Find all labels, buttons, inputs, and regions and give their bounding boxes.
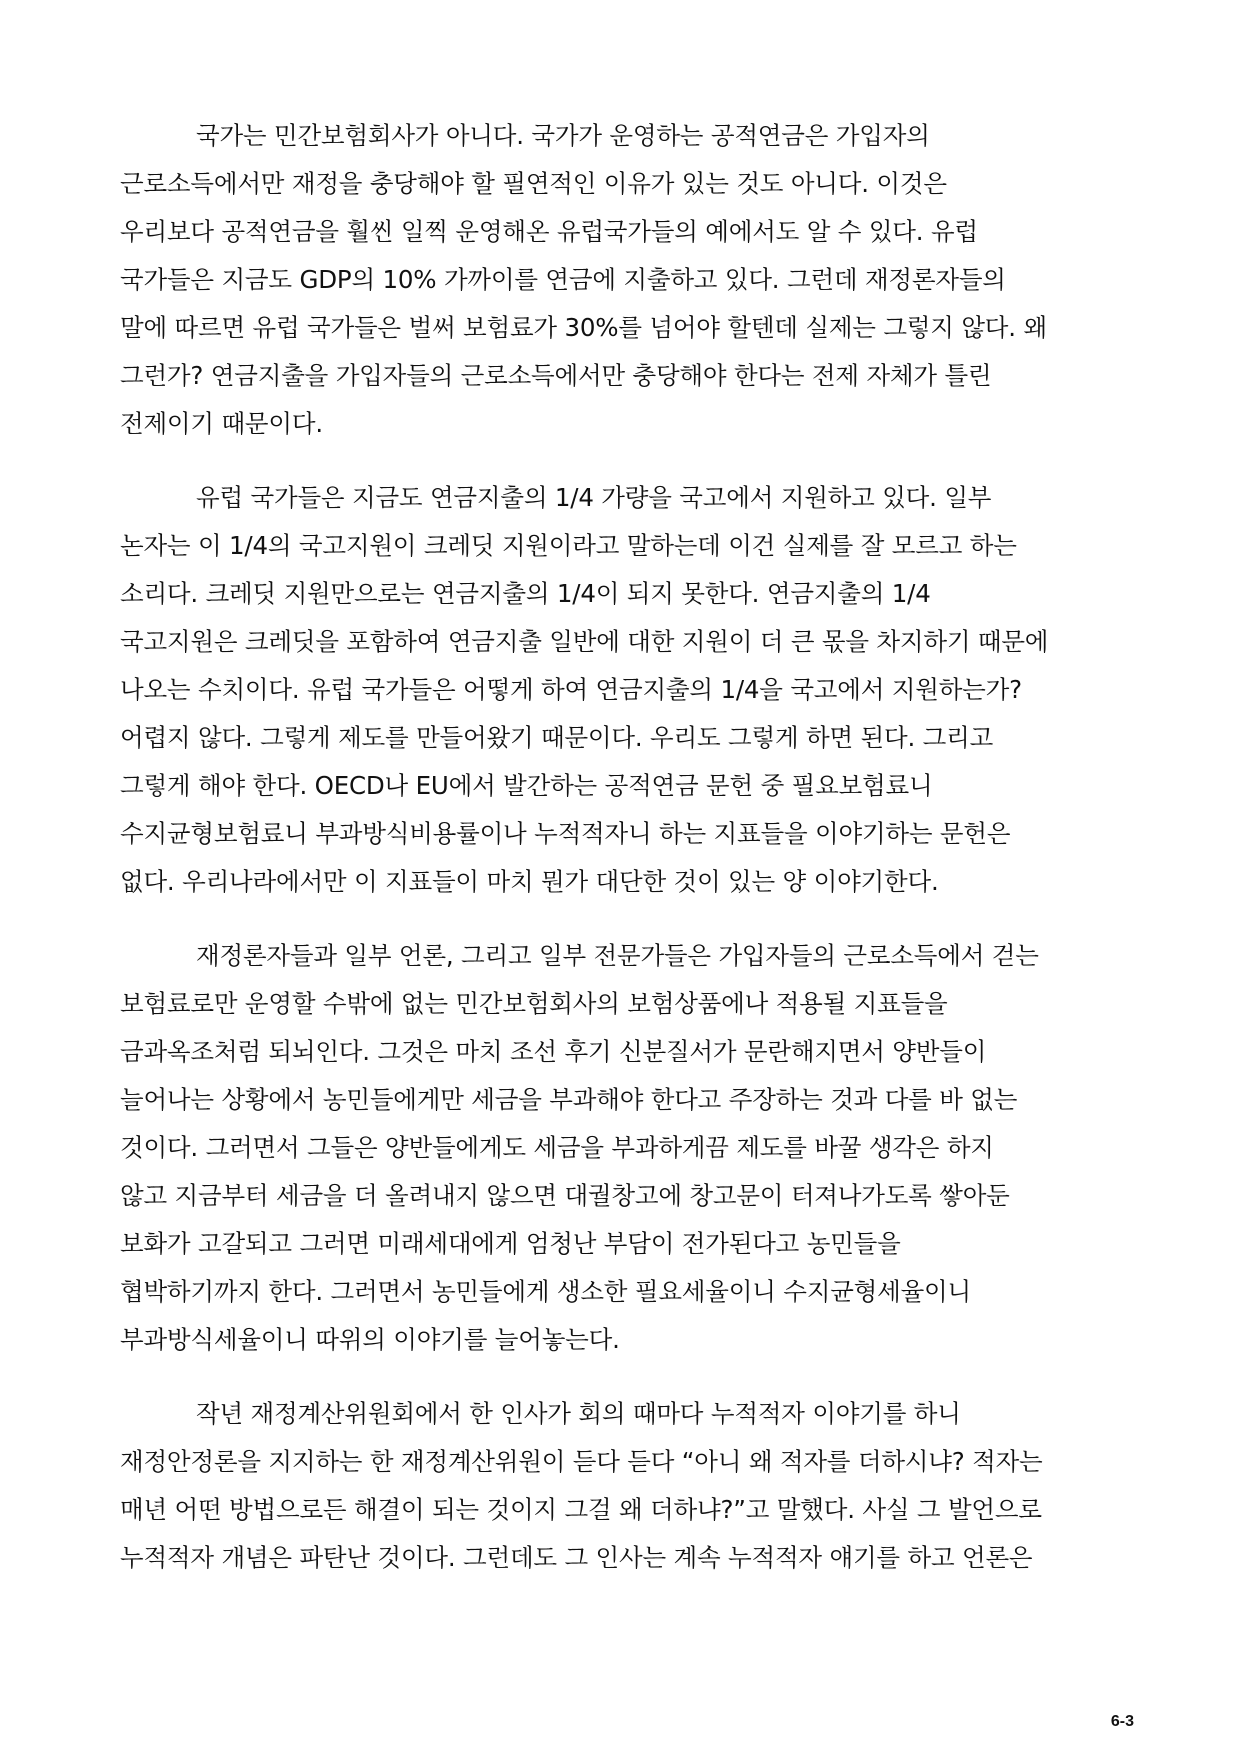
text-line: 재정안정론을 지지하는 한 재정계산위원이 듣다 듣다 “아니 왜 적자를 더하시냐? 적자는 xyxy=(120,1447,1043,1476)
body-text xyxy=(120,112,1130,1608)
paragraph-2 xyxy=(120,474,1130,906)
text-line: 없다. 우리나라에서만 이 지표들이 마치 뭔가 대단한 것이 있는 양 이야기한다. xyxy=(120,867,939,896)
text-line: 협박하기까지 한다. 그러면서 농민들에게 생소한 필요세율이니 수지균형세율이니 xyxy=(120,1277,971,1306)
text-line: 작년 재정계산위원회에서 한 인사가 회의 때마다 누적적자 이야기를 하니 xyxy=(196,1399,961,1428)
text-line: 국가는 민간보험회사가 아니다. 국가가 운영하는 공적연금은 가입자의 xyxy=(196,121,930,150)
text-line: 누적적자 개념은 파탄난 것이다. 그런데도 그 인사는 계속 누적적자 얘기를 하고 언론은 xyxy=(120,1543,1033,1572)
text-line: 부과방식세율이니 따위의 이야기를 늘어놓는다. xyxy=(120,1325,620,1354)
text-line: 않고 지금부터 세금을 더 올려내지 않으면 대궐창고에 창고문이 터져나가도록 쌓아둔 xyxy=(120,1181,1010,1210)
text-line: 근로소득에서만 재정을 충당해야 할 필연적인 이유가 있는 것도 아니다. 이것은 xyxy=(120,169,947,198)
paragraph-1 xyxy=(120,112,1130,448)
text-line: 유럽 국가들은 지금도 연금지출의 1/4 가량을 국고에서 지원하고 있다. 일부 xyxy=(196,483,992,512)
text-line: 국가들은 지금도 GDP의 10% 가까이를 연금에 지출하고 있다. 그런데 재정론자들의 xyxy=(120,265,1006,294)
text-line: 금과옥조처럼 되뇌인다. 그것은 마치 조선 후기 신분질서가 문란해지면서 양반들이 xyxy=(120,1037,987,1066)
text-line: 나오는 수치이다. 유럽 국가들은 어떻게 하여 연금지출의 1/4을 국고에서 지원하는가? xyxy=(120,675,1022,704)
text-line: 소리다. 크레딧 지원만으로는 연금지출의 1/4이 되지 못한다. 연금지출의 1/4 xyxy=(120,579,931,608)
text-line: 그렇게 해야 한다. OECD나 EU에서 발간하는 공적연금 문헌 중 필요보험료니 xyxy=(120,771,933,800)
paragraph-3 xyxy=(120,932,1130,1364)
text-line: 어렵지 않다. 그렇게 제도를 만들어왔기 때문이다. 우리도 그렇게 하면 된다. 그리고 xyxy=(120,723,994,752)
text-line: 전제이기 때문이다. xyxy=(120,409,323,438)
text-line: 논자는 이 1/4의 국고지원이 크레딧 지원이라고 말하는데 이건 실제를 잘 모르고 하는 xyxy=(120,531,1017,560)
page-number: 6-3 xyxy=(1110,1713,1134,1730)
text-line: 말에 따르면 유럽 국가들은 벌써 보험료가 30%를 넘어야 할텐데 실제는 그렇지 않다. 왜 xyxy=(120,313,1047,342)
text-line: 우리보다 공적연금을 훨씬 일찍 운영해온 유럽국가들의 예에서도 알 수 있다. 유럽 xyxy=(120,217,978,246)
text-line: 매년 어떤 방법으로든 해결이 되는 것이지 그걸 왜 더하냐?”고 말했다. 사실 그 발언으로 xyxy=(120,1495,1042,1524)
text-line: 그런가? 연금지출을 가입자들의 근로소득에서만 충당해야 한다는 전제 자체가 틀린 xyxy=(120,361,992,390)
text-line: 수지균형보험료니 부과방식비용률이나 누적적자니 하는 지표들을 이야기하는 문헌은 xyxy=(120,819,1011,848)
text-line: 보험료로만 운영할 수밖에 없는 민간보험회사의 보험상품에나 적용될 지표들을 xyxy=(120,989,948,1018)
text-line: 국고지원은 크레딧을 포함하여 연금지출 일반에 대한 지원이 더 큰 몫을 차지하기 때문에 xyxy=(120,627,1049,656)
text-line: 늘어나는 상황에서 농민들에게만 세금을 부과해야 한다고 주장하는 것과 다를 바 없는 xyxy=(120,1085,1018,1114)
text-line: 재정론자들과 일부 언론, 그리고 일부 전문가들은 가입자들의 근로소득에서 걷는 xyxy=(196,941,1039,970)
paragraph-4 xyxy=(120,1390,1130,1582)
text-line: 것이다. 그러면서 그들은 양반들에게도 세금을 부과하게끔 제도를 바꿀 생각은 하지 xyxy=(120,1133,994,1162)
text-line: 보화가 고갈되고 그러면 미래세대에게 엄청난 부담이 전가된다고 농민들을 xyxy=(120,1229,901,1258)
